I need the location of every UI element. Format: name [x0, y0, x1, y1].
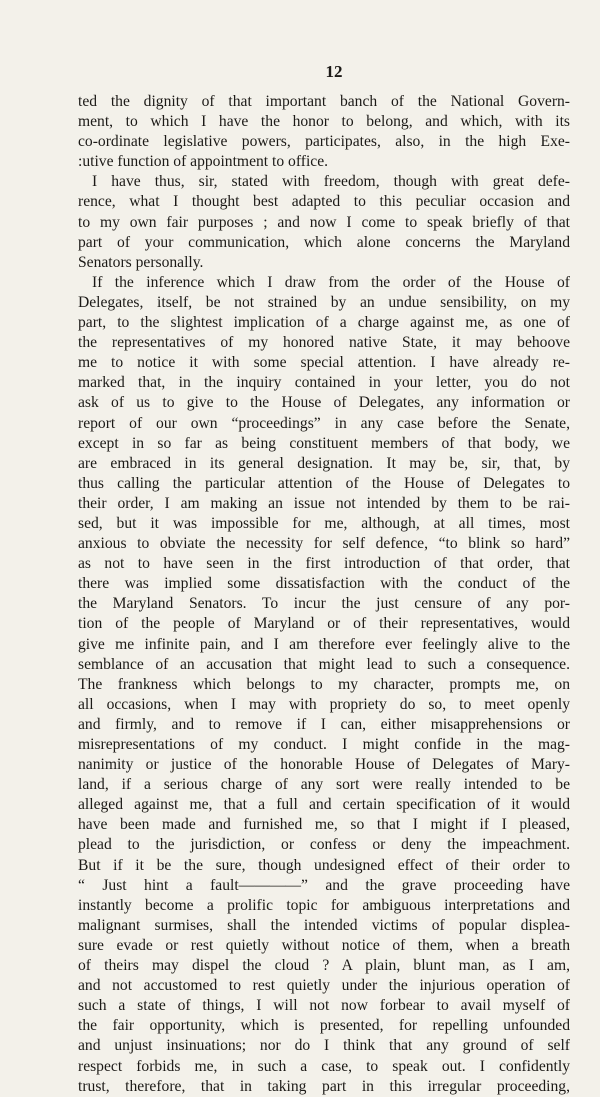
text-line: semblance of an accusation that might lead to such a consequence.: [78, 655, 570, 673]
text-line: sed, but it was impossible for me, although, at all times, most: [78, 514, 570, 532]
text-line: such a state of things, I will not now forbear to avail myself of: [78, 997, 570, 1015]
text-line: and not accustomed to rest quietly under the injurious operation of: [78, 977, 570, 995]
text-line: marked that, in the inquiry contained in your letter, you do not: [78, 374, 570, 392]
text-line: part, to the slightest implication of a charge against me, as one of: [78, 314, 570, 332]
text-line: there was implied some dissatisfaction with the conduct of the: [78, 575, 570, 593]
text-line: the Maryland Senators. To incur the just censure of any por-: [78, 595, 570, 613]
text-line: sure evade or rest quietly without notice of them, when a breath: [78, 936, 570, 954]
text-line: Delegates, itself, be not strained by an undue sensibility, on my: [78, 293, 570, 311]
text-line: misrepresentations of my conduct. I might confide in the mag-: [78, 736, 570, 753]
page-number: 12: [325, 62, 343, 81]
text-line: co-ordinate legislative powers, participates, also, in the high Exe-: [78, 133, 570, 151]
text-line: as not to have seen in the first introduction of that order, that: [78, 555, 570, 573]
text-line: nanimity or justice of the honorable House of Delegates of Mary-: [78, 756, 570, 774]
text-line: The frankness which belongs to my character, prompts me, on: [78, 675, 570, 693]
text-line: I have thus, sir, stated with freedom, though with great defe-: [92, 173, 570, 191]
text-line: have been made and furnished me, so that I might if I pleased,: [78, 816, 570, 834]
text-line: to my own fair purposes ; and now I come to speak briefly of that: [78, 213, 570, 231]
text-line: ment, to which I have the honor to belong, and which, with its: [78, 113, 570, 131]
text-line: all occasions, when I may with propriety do so, to meet openly: [78, 695, 570, 713]
text-line: plead to the jurisdiction, or confess or deny the impeachment.: [78, 836, 570, 854]
text-line: the representatives of my honored native State, it may behoove: [78, 334, 570, 352]
text-line: report of our own “proceedings” in any case before the Senate,: [78, 414, 570, 432]
text-line: :utive function of appointment to office.: [78, 153, 329, 171]
text-line: except in so far as being constituent members of that body, we: [78, 434, 570, 452]
text-line: But if it be the sure, though undesigned effect of their order to: [78, 856, 570, 874]
text-line: me to notice it with some special attention. I have already re-: [78, 354, 570, 372]
text-line: land, if a serious charge of any sort were really intended to be: [78, 776, 570, 794]
text-line: trust, therefore, that in taking part in this irregular proceeding,: [78, 1077, 570, 1095]
text-line: and firmly, and to remove if I can, either misapprehensions or: [78, 715, 570, 733]
text-line: rence, what I thought best adapted to this peculiar occasion and: [78, 193, 570, 211]
text-line: part of your communication, which alone concerns the Maryland: [78, 233, 570, 251]
text-line: anxious to obviate the necessity for self defence, “to blink so hard”: [78, 535, 570, 553]
text-line: tion of the people of Maryland or of their representatives, would: [78, 615, 570, 633]
text-line: malignant surmises, shall the intended victims of popular displea-: [78, 916, 570, 934]
text-line: instantly become a prolific topic for ambiguous interpretations and: [78, 896, 570, 914]
body-text: [78, 92, 570, 1097]
text-line: respect forbids me, in such a case, to speak out. I confidently: [78, 1057, 570, 1075]
text-line: Senators personally.: [78, 253, 204, 271]
text-line: of theirs may dispel the cloud ? A plain, blunt man, as I am,: [78, 957, 570, 975]
text-line: “ Just hint a fault————” and the grave proceeding have: [78, 876, 570, 894]
text-line: ted the dignity of that important banch of the National Govern-: [78, 93, 570, 110]
text-line: thus calling the particular attention of the House of Delegates to: [78, 474, 570, 492]
text-line: their order, I am making an issue not intended by them to be rai-: [78, 494, 570, 512]
text-line: If the inference which I draw from the order of the House of: [92, 273, 570, 291]
text-line: give me infinite pain, and I am therefore ever feelingly alive to the: [78, 635, 570, 653]
text-line: the fair opportunity, which is presented, for repelling unfounded: [78, 1017, 570, 1035]
text-line: alleged against me, that a full and certain specification of it would: [78, 796, 570, 814]
text-line: and unjust insinuations; nor do I think that any ground of self: [78, 1037, 570, 1055]
text-line: are embraced in its general designation. It may be, sir, that, by: [78, 454, 570, 472]
text-line: ask of us to give to the House of Delegates, any information or: [78, 394, 570, 412]
